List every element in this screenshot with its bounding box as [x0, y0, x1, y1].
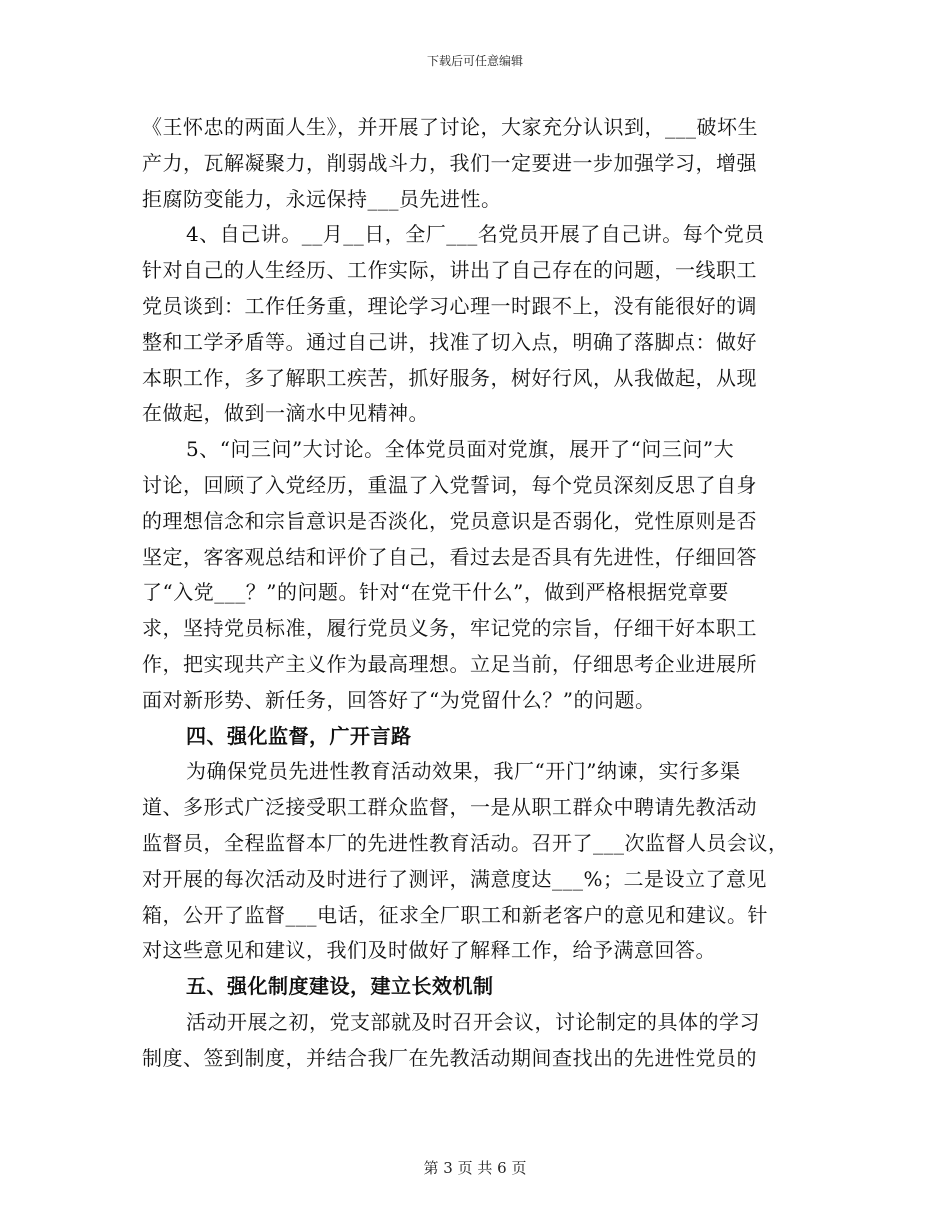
text-line: 作，把实现共产主义作为最高理想。立足当前，仔细思考企业进展所 [142, 651, 757, 676]
page-footer: 第 3 页 共 6 页 [423, 1159, 527, 1177]
text-line: 5、“问三问”大讨论。全体党员面对党旗，展开了“问三问”大 [186, 437, 735, 462]
text-line: 《王怀忠的两面人生》，并开展了讨论，大家充分认识到，___破坏生 [142, 115, 758, 139]
text-line: 制度、签到制度，并结合我厂在先教活动期间查找出的先进性党员的 [142, 1045, 757, 1070]
text-line: 道、多形式广泛接受职工群众监督，一是从职工群众中聘请先教活动 [142, 795, 757, 820]
text-line: 产力，瓦解凝聚力，削弱战斗力，我们一定要进一步加强学习，增强 [142, 150, 757, 175]
text-line: 的理想信念和宗旨意识是否淡化，党员意识是否弱化，党性原则是否 [142, 508, 757, 533]
text-line: 为确保党员先进性教育活动效果，我厂“开门”纳谏，实行多渠 [186, 759, 741, 784]
text-line: 讨论，回顾了入党经历，重温了入党誓词，每个党员深刻反思了自身 [142, 472, 757, 497]
text-line: 党员谈到：工作任务重，理论学习心理一时跟不上，没有能很好的调 [142, 293, 757, 318]
text-line: 拒腐防变能力，永远保持___员先进性。 [142, 186, 502, 211]
page-header: 下载后可任意编辑 [426, 54, 523, 68]
text-line: 求，坚持党员标准，履行党员义务，牢记党的宗旨，仔细干好本职工 [142, 616, 757, 641]
text-line: 了“入党___？”的问题。针对“在党干什么”，做到严格根据党章要 [142, 580, 729, 605]
text-line: 坚定，客客观总结和评价了自己，看过去是否具有先进性，仔细回答 [142, 544, 757, 569]
text-line: 4、自己讲。__月__日，全厂___名党员开展了自己讲。每个党员 [186, 222, 765, 247]
text-line: 对开展的每次活动及时进行了测评，满意度达___%；二是设立了意见 [142, 866, 768, 891]
text-line: 箱，公开了监督___电话，征求全厂职工和新老客户的意见和建议。针 [142, 902, 768, 927]
document-body [142, 110, 814, 1077]
text-line: 针对自己的人生经历、工作实际，讲出了自己存在的问题，一线职工 [142, 258, 757, 283]
text-line: 本职工作，多了解职工疾苦，抓好服务，树好行风，从我做起，从现 [142, 365, 757, 390]
text-line: 面对新形势、新任务，回答好了“为党留什么？”的问题。 [142, 687, 656, 712]
text-line: 在做起，做到一滴水中见精神。 [142, 401, 429, 426]
section-heading: 五、强化制度建设，建立长效机制 [186, 974, 494, 999]
section-heading: 四、强化监督，广开言路 [186, 723, 412, 748]
text-line: 对这些意见和建议，我们及时做好了解释工作，给予满意回答。 [142, 938, 716, 963]
text-line: 活动开展之初，党支部就及时召开会议，讨论制定的具体的学习 [186, 1009, 760, 1034]
text-line: 整和工学矛盾等。通过自己讲，找准了切入点，明确了落脚点：做好 [142, 329, 757, 354]
text-line: 监督员，全程监督本厂的先进性教育活动。召开了___次监督人员会议， [142, 830, 789, 855]
